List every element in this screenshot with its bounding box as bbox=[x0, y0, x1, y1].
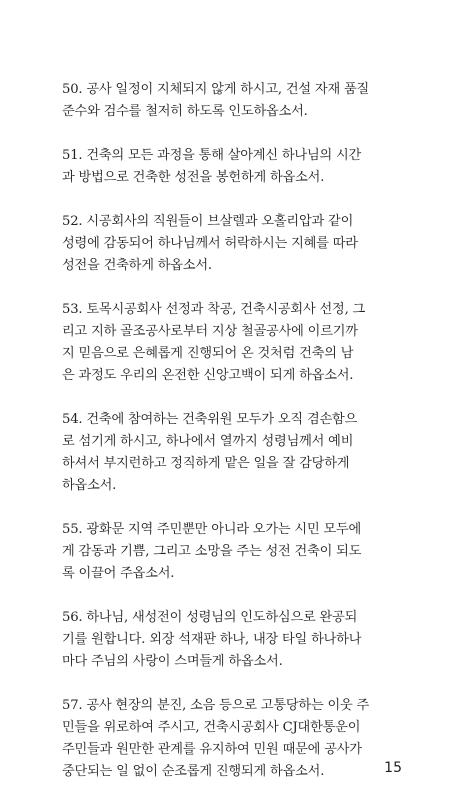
line: 56. 하나님, 새성전이 성령님의 인도하심으로 완공되 bbox=[62, 610, 358, 625]
line: 52. 시공회사의 직원들이 브살렐과 오홀리압과 같이 bbox=[62, 214, 354, 229]
line: 57. 공사 현장의 분진, 소음 등으로 고통당하는 이웃 주 bbox=[62, 698, 370, 713]
prayer-item-56 bbox=[62, 607, 400, 673]
line: 성령에 감동되어 하나님께서 허락하시는 지혜를 따라 bbox=[62, 236, 358, 251]
line: 51. 건축의 모든 과정을 통해 살아계신 하나님의 시간 bbox=[62, 148, 362, 163]
line: 53. 토목시공회사 선정과 착공, 건축시공회사 선정, 그 bbox=[62, 302, 366, 317]
line: 로 섬기게 하시고, 하나에서 열까지 성령님께서 예비 bbox=[62, 434, 354, 449]
prayer-item-51 bbox=[62, 145, 400, 189]
prayer-item-54 bbox=[62, 409, 400, 497]
prayer-item-52 bbox=[62, 211, 400, 277]
line: 리고 지하 골조공사로부터 지상 철골공사에 이르기까 bbox=[62, 324, 358, 339]
line: 주민들과 원만한 관계를 유지하여 민원 때문에 공사가 bbox=[62, 742, 362, 757]
line: 하옵소서. bbox=[62, 478, 117, 493]
line: 지 믿음으로 은혜롭게 진행되어 온 것처럼 건축의 남 bbox=[62, 346, 354, 361]
prayer-item-55 bbox=[62, 519, 400, 585]
prayer-item-53 bbox=[62, 299, 400, 387]
line: 50. 공사 일정이 지체되지 않게 하시고, 건설 자재 품질 bbox=[62, 82, 370, 97]
prayer-item-57 bbox=[62, 695, 400, 783]
line: 민들을 위로하여 주시고, 건축시공회사 CJ대한통운이 bbox=[62, 720, 361, 735]
line: 록 이끌어 주옵소서. bbox=[62, 566, 175, 581]
line: 준수와 검수를 철저히 하도록 인도하옵소서. bbox=[62, 104, 308, 119]
line: 성전을 건축하게 하옵소서. bbox=[62, 258, 212, 273]
line: 중단되는 일 없이 순조롭게 진행되게 하옵소서. bbox=[62, 764, 325, 779]
line: 은 과정도 우리의 온전한 신앙고백이 되게 하옵소서. bbox=[62, 368, 354, 383]
line: 54. 건축에 참여하는 건축위원 모두가 오직 겸손함으 bbox=[62, 412, 358, 427]
line: 55. 광화문 지역 주민뿐만 아니라 오가는 시민 모두에 bbox=[62, 522, 362, 537]
line: 게 감동과 기쁨, 그리고 소망을 주는 성전 건축이 되도 bbox=[62, 544, 362, 559]
line: 하셔서 부지런하고 정직하게 맡은 일을 잘 감당하게 bbox=[62, 456, 350, 471]
prayer-item-50 bbox=[62, 79, 400, 123]
line: 기를 원합니다. 외장 석재판 하나, 내장 타일 하나하나 bbox=[62, 632, 362, 647]
prayer-list bbox=[62, 79, 400, 805]
line: 마다 주님의 사랑이 스며들게 하옵소서. bbox=[62, 654, 283, 669]
page-number: 15 bbox=[384, 760, 402, 776]
line: 과 방법으로 건축한 성전을 봉헌하게 하옵소서. bbox=[62, 170, 325, 185]
